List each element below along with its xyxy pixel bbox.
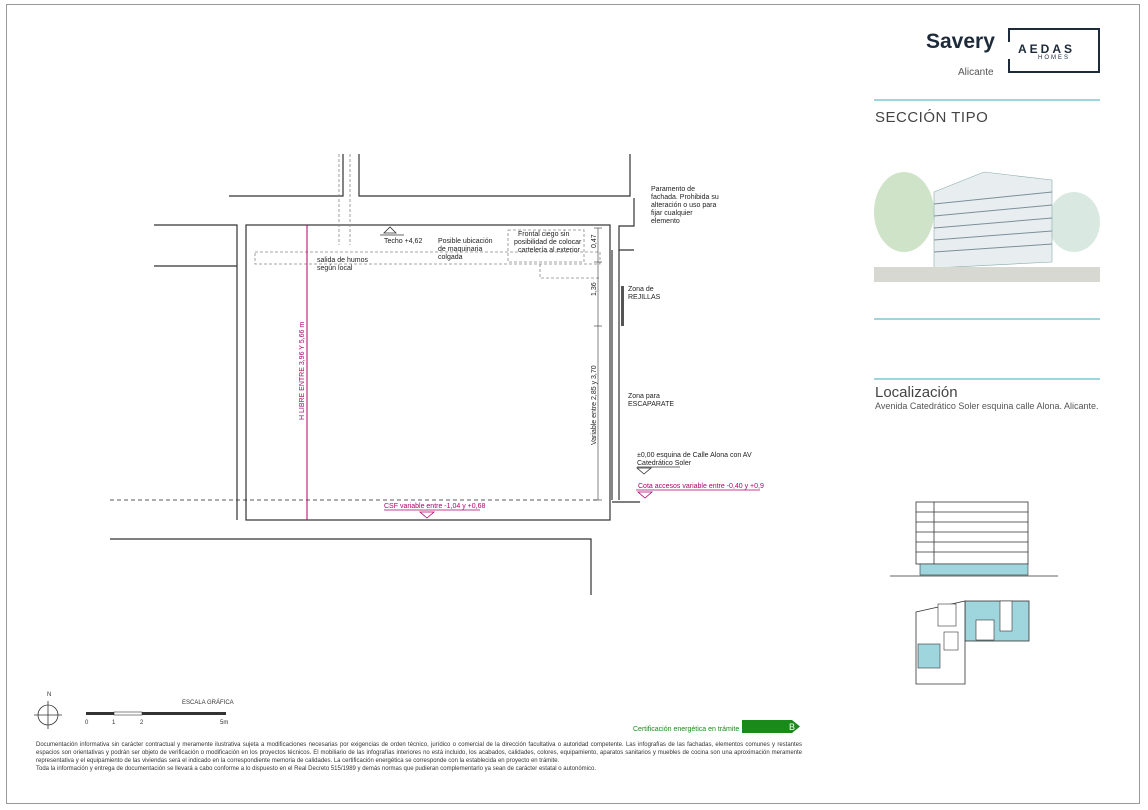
label-frontal-2: posibilidad de colocar: [514, 239, 582, 246]
label-salida-1: salida de humos: [317, 257, 368, 264]
label-maq-2: de maquinaria: [438, 246, 483, 253]
label-frontal-1: Frontal ciego sin: [518, 231, 570, 238]
label-esc-1: Zona para: [628, 393, 660, 400]
label-param-5: elemento: [651, 218, 680, 225]
building-render: [874, 152, 1100, 282]
label-esc-2: ESCAPARATE: [628, 401, 675, 408]
energy-rating: B: [789, 722, 796, 732]
plan-thumbnail: [916, 601, 1029, 684]
label-techo: Techo +4,62: [384, 238, 423, 245]
brand-name: Savery: [926, 30, 995, 53]
label-altura: H LIBRE ENTRE 3,96 Y 5,66 m: [299, 321, 306, 420]
disclaimer: [36, 741, 802, 773]
divider-middle: [874, 318, 1100, 320]
label-frontal-3: cartelería al exterior: [518, 247, 580, 254]
label-variable: Variable entre 2,85 y 3,70: [591, 365, 598, 445]
scale-2: 2: [140, 720, 144, 726]
label-cota-1: ±0,00 esquina de Calle Alona con AV: [637, 452, 752, 459]
north-label: N: [47, 692, 52, 698]
scale-label: ESCALA GRÁFICA: [182, 700, 234, 706]
label-dim-047: 0,47: [591, 234, 598, 248]
logo-main: AEDAS: [1018, 42, 1076, 56]
disclaimer-decree: Toda la información y entrega de documentación se llevará a cabo conforme a lo dispuesto en el Real Decreto 515/1989 y demás normas que pudieran complementarlo ya sean de carácter estatal o autonómico.: [36, 766, 596, 772]
location-address: Avenida Catedrático Soler esquina calle Alona. Alicante.: [875, 401, 1099, 411]
disclaimer-main: Documentación informativa sin carácter contractual y meramente ilustrativa sujeta a modificaciones necesarias por exigencias de orden técnico, jurídico o comercial de la dirección facultativa o autoridad competente. Las infografías de las fachadas, elementos comunes y restantes espacios son orientativas y podrán ser objeto de verificación o modificación en los proyectos técnicos. El mobiliario de las infografías interiores no está incluido, los acabados, calidades, colores, equipamiento, aparatos sanitarios y muebles de cocina son una aproximación meramente representativa y el equipamiento de las viviendas será el indicado en la correspondiente memoria de calidades. La certificación energética se corresponde con la establecida en proyecto en trámite.: [36, 742, 802, 764]
brand-city: Alicante: [958, 67, 994, 78]
scale-bar: [86, 712, 226, 715]
label-zona-2: REJILLAS: [628, 294, 661, 301]
label-dim-136: 1,36: [591, 282, 598, 296]
logo-sub: HOMES: [1038, 55, 1071, 61]
label-param-2: fachada. Prohibida su: [651, 194, 719, 201]
label-csf: CSF variable entre -1,04 y +0,68: [384, 503, 486, 510]
divider-location: [874, 378, 1100, 380]
label-param-3: alteración o uso para: [651, 202, 717, 209]
label-maq-3: colgada: [438, 254, 463, 261]
scale-0: 0: [85, 720, 89, 726]
location-title: Localización: [875, 384, 958, 401]
label-cota-acc: Cota accesos variable entre -0,40 y +0,9: [638, 483, 764, 490]
label-cota-2: Catedrático Soler: [637, 460, 692, 467]
label-maq-1: Posible ubicación: [438, 238, 493, 245]
label-param-4: fijar cualquier: [651, 210, 693, 217]
section-title: SECCIÓN TIPO: [875, 109, 989, 126]
scale-1: 1: [112, 720, 116, 726]
label-param-1: Paramento de: [651, 186, 695, 193]
divider-top: [874, 99, 1100, 101]
label-salida-2: según local: [317, 265, 353, 272]
label-zona-1: Zona de: [628, 286, 654, 293]
certification-text: Certificación energética en trámite: [633, 726, 740, 733]
north-arrow-icon: [34, 701, 62, 729]
scale-5: 5m: [220, 720, 229, 726]
